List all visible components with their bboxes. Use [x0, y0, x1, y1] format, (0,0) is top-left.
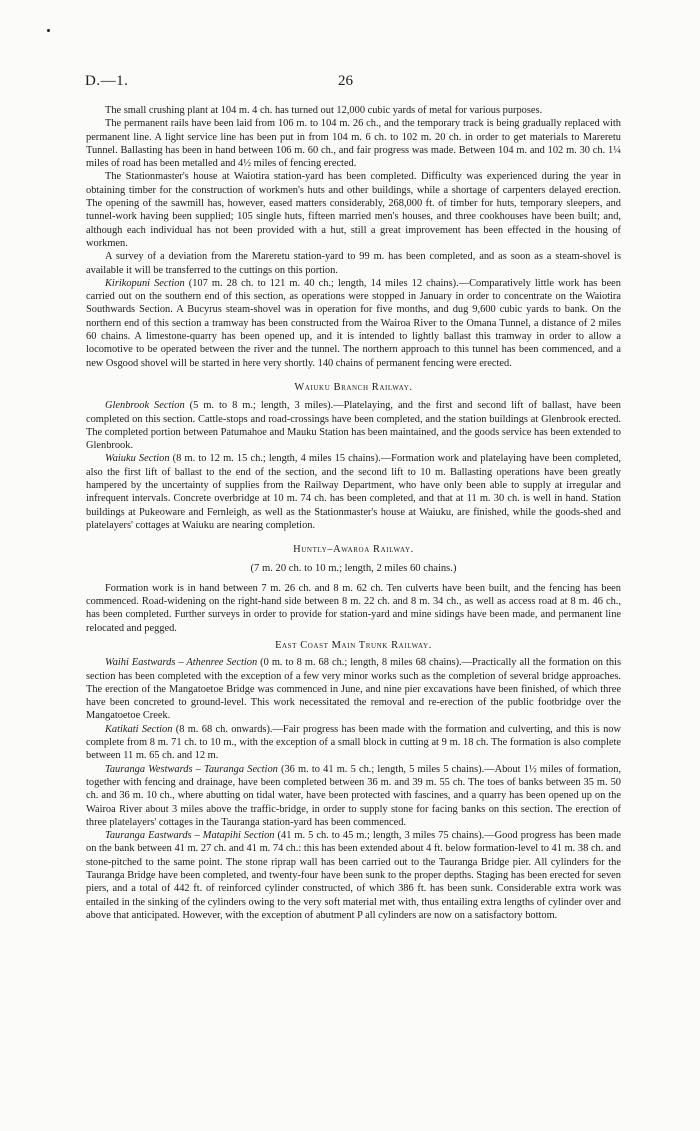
- section-heading: Huntly–Awaroa Railway.: [293, 544, 414, 556]
- paragraph: The small crushing plant at 104 m. 4 ch. has turned out 12,000 cubic yards of metal for various purposes.: [105, 105, 543, 116]
- paragraph-text: (8 m. to 12 m. 15 ch.; length, 4 miles 15 chains).—Formation work and platelaying have been completed, also the first lift of ballast to the end of the section, and the second lift to 10 m. Ballasting operations have been greatly hampered by the uncertainty of supplies from the Railway Department, who have only been able to supply at irregular and infrequent intervals. Concrete overbridge at 10 m. 74 ch. has been completed, and that at 11 m. 30 ch. is well in hand. Station buildings at Pukeoware and Fernleigh, as well as the Stationmaster's house at Waiuku, are finished, while the goods-shed and platelayers' cottages at Waiuku are nearing completion.: [86, 453, 621, 531]
- section-subheading: (7 m. 20 ch. to 10 m.; length, 2 miles 60 chains.): [250, 562, 457, 574]
- paragraph: A survey of a deviation from the Mareretu station-yard to 99 m. has been completed, and as soon as a steam-shovel is available it will be transferred to the cuttings on this portion.: [86, 251, 621, 276]
- section-heading: East Coast Main Trunk Railway.: [275, 639, 432, 651]
- section-title: Tauranga Westwards – Tauranga Section: [105, 763, 278, 775]
- paragraph-text: (41 m. 5 ch. to 45 m.; length, 3 miles 75 chains).—Good progress has been made on the bank between 41 m. 27 ch. and 41 m. 74 ch.: this has been extended about 4 ft. below formation-level to 41 m. 38 ch. and stone-pitched to the same point. The stone riprap wall has been carried out to the Tauranga Bridge pier. All cylinders for the Tauranga Bridge have been completed, and twenty-four have been sunk to the proper depths. Staging has been erected for seven piers, and a total of 442 ft. of reinforced cylinder constructed, of which 386 ft. has been sunk. Considerable extra work was entailed in the sinking of the cylinders owing to the very soft material met with, thus entailing extra lengths of cylinder over and above that anticipated. However, with the exception of abutment P all cylinders are now on a satisfactory bottom.: [86, 830, 621, 921]
- paragraph: [86, 656, 621, 722]
- page-body: [86, 104, 621, 922]
- paragraph: [86, 399, 621, 452]
- speck-mark: [47, 29, 50, 32]
- section-title: Waiuku Section: [105, 453, 170, 465]
- section-title: Waihi Eastwards – Athenree Section: [105, 657, 258, 669]
- paragraph: The Stationmaster's house at Waiotira station-yard has been completed. Difficulty was experienced during the year in obtaining timber for the construction of workmen's huts and other buildings, while a shortage of carpenters delayed erection. The opening of the sawmill has, however, eased matters considerably, 268,000 ft. of timber for huts, temporary sleepers, and tunnel-work having been supplied; 105 single huts, fifteen married men's houses, and three cookhouses have been built; and, although each individual has not been provided with a hut, still a great improvement has been effected in the housing of workmen.: [86, 171, 621, 249]
- paragraph-text: (36 m. to 41 m. 5 ch.; length, 5 miles 5 chains).—About 1½ miles of formation, together with fencing and drainage, have been completed between 36 m. and 39 m. 55 ch. The toes of banks between 35 m. 50 ch. and 36 m. 10 ch., where abutting on tidal water, have been protected with fascines, and a quarry has been opened up on the Wairoa River about 3 miles above the traffic-bridge, in order to supply stone for facing banks on this section. The erection of three platelayers' cottages in the Tauranga station-yard has been commenced.: [86, 763, 622, 828]
- page-header: [85, 73, 621, 93]
- section-title: Tauranga Eastwards – Matapihi Section: [105, 830, 275, 842]
- page-number: 26: [338, 73, 353, 89]
- section-heading: Waiuku Branch Railway.: [294, 381, 413, 393]
- paragraph: [86, 723, 621, 763]
- paragraph-text: (8 m. 68 ch. onwards).—Fair progress has been made with the formation and culverting, and this is now complete from 8 m. 71 ch. to 10 m., with the exception of a small block in cutting at 9 m. 18 ch. The formation is also complete between 11 m. 65 ch. and 12 m.: [86, 723, 621, 762]
- paragraph: [86, 452, 621, 532]
- paragraph: [86, 763, 621, 829]
- paragraph: The permanent rails have been laid from 106 m. to 104 m. 26 ch., and the temporary track is being gradually replaced with permanent line. A light service line has been put in from 104 m. 6 ch. to 102 m. 20 ch. in order to get materials to Mareretu Tunnel. Ballasting has been in hand between 106 m. 60 ch., and fair progress was made. Between 104 m. and 102 m. 30 ch. 1¼ miles of road has been metalled and 4½ miles of fencing erected.: [86, 118, 621, 170]
- section-title: Kirikopuni Section: [105, 277, 185, 289]
- section-title: Katikati Section: [105, 723, 173, 735]
- document-code: D.—1.: [85, 73, 129, 89]
- paragraph-text: (5 m. to 8 m.; length, 3 miles).—Platelaying, and the first and second lift of ballast, have been completed on this section. Cattle-stops and road-crossings have been completed, and the station buildings at Glenbrook erected. The completed portion between Patumahoe and Mauku Station has been maintained, and the goods service has been extended to Glenbrook.: [86, 400, 622, 452]
- paragraph: [86, 829, 621, 922]
- section-title: Glenbrook Section: [105, 400, 185, 412]
- paragraph: [86, 277, 621, 370]
- paragraph: Formation work is in hand between 7 m. 26 ch. and 8 m. 62 ch. Ten culverts have been built, and the fencing has been commenced. Road-widening on the right-hand side between 8 m. 22 ch. and 8 m. 34 ch., as well as access road at 8 m. 46 ch., has been completed. Further surveys in order to provide for station-yard and mine sidings have been made, and permanent line relocated and pegged.: [86, 582, 621, 634]
- paragraph-text: (107 m. 28 ch. to 121 m. 40 ch.; length, 14 miles 12 chains).—Comparatively little work has been carried out on the southern end of this section, as operations were stopped in January in order to concentrate on the Waiotira Southwards Section. A Bucyrus steam-shovel was in operation for five months, and dug 9,600 cubic yards to bank. On the northern end of this section a tramway has been constructed from the Wairoa River to the Omana Tunnel, a distance of 2 miles 60 chains. A limestone-quarry has been opened up, and it is intended to lightly ballast this tramway in order to allow a locomotive to be operated between the river and the tunnel. The northern approach to this tunnel has been commenced, and a new Osgood shovel will be started in here very shortly. 140 chains of permanent fencing were erected.: [86, 277, 621, 369]
- paragraph-text: (0 m. to 8 m. 68 ch.; length, 8 miles 68 chains).—Practically all the formation on this section has been completed with the exception of a few very minor works such as the completion of several bridge approaches. The erection of the Mangatoetoe Bridge was commenced in June, and nine pier excavations have been finished, of which three have been concreted to ground-level. This work necessitated the removal and re-erection of the public footbridge over the Mangatoetoe Creek.: [86, 657, 621, 722]
